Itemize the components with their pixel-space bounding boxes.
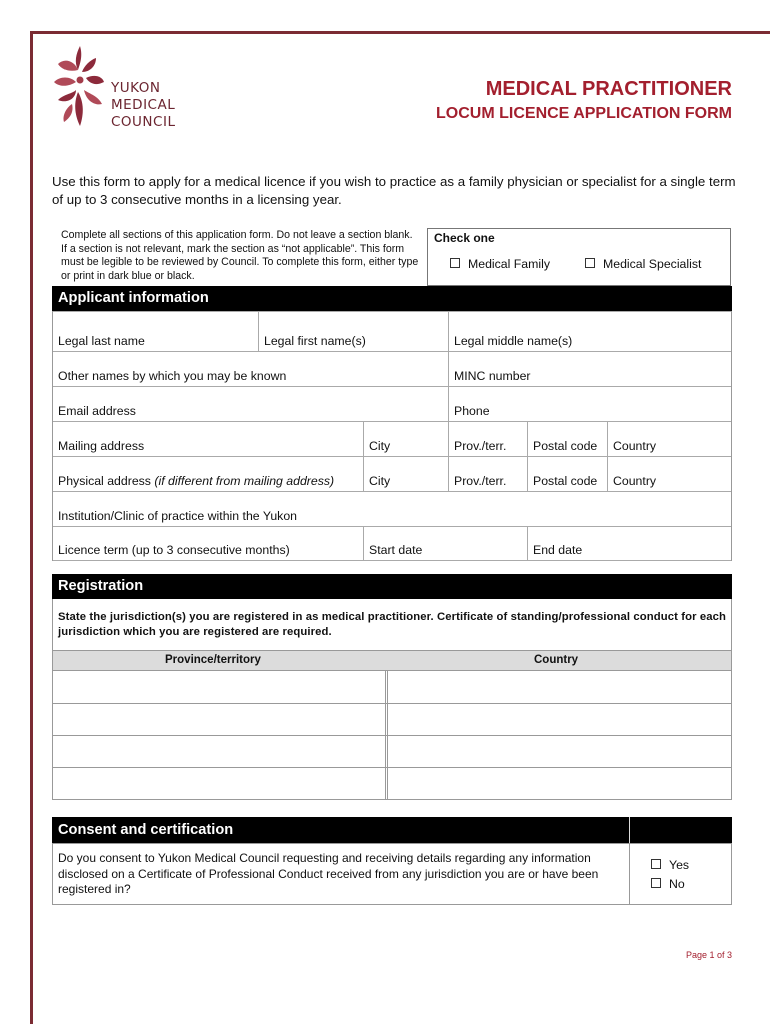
physical-address-label: Physical address (if different from mailing address) xyxy=(58,474,335,488)
institution-field[interactable] xyxy=(53,492,731,526)
prov-label: Prov./terr. xyxy=(454,439,507,453)
country-label: Country xyxy=(613,439,657,453)
other-names-label: Other names by which you may be known xyxy=(58,369,287,383)
page-border-top xyxy=(30,31,770,34)
physical-city-field[interactable] xyxy=(363,457,448,491)
phone-field[interactable] xyxy=(448,387,731,421)
logo-line-1: YUKON xyxy=(111,80,161,96)
minc-field[interactable] xyxy=(448,352,731,386)
table-row[interactable] xyxy=(53,735,731,736)
email-label: Email address xyxy=(58,404,136,418)
licence-term-row xyxy=(53,526,731,561)
consent-header-right xyxy=(629,817,732,843)
physical-prov-field[interactable] xyxy=(448,457,527,491)
intro-text: Use this form to apply for a medical licence if you wish to practice as a family physician or specialist for a single term of up to 3 consecutive months in a licensing year. xyxy=(52,174,736,207)
logo-wordmark xyxy=(111,80,175,131)
start-date-label: Start date xyxy=(369,543,423,557)
mailing-postal-field[interactable] xyxy=(527,422,607,456)
medical-family-label: Medical Family xyxy=(468,257,550,271)
first-name-field[interactable] xyxy=(258,312,448,351)
institution-row xyxy=(53,491,731,526)
consent-no-option[interactable] xyxy=(651,877,685,891)
postal-label: Postal code xyxy=(533,439,598,453)
middle-name-label: Legal middle name(s) xyxy=(454,334,573,348)
end-date-field[interactable] xyxy=(527,527,731,560)
applicant-grid xyxy=(52,311,732,561)
form-subtitle: LOCUM LICENCE APPLICATION FORM xyxy=(436,105,732,122)
registration-instructions: State the jurisdiction(s) you are registered in as medical practitioner. Certificate of standing/professional conduct for each jurisdiction which you are registered are required. xyxy=(58,611,726,638)
last-name-field[interactable] xyxy=(53,312,258,351)
other-names-field[interactable] xyxy=(53,352,448,386)
checkbox-icon[interactable] xyxy=(651,859,661,869)
checkbox-icon[interactable] xyxy=(585,258,595,268)
form-title: MEDICAL PRACTITIONER xyxy=(485,78,732,100)
consent-no-label: No xyxy=(669,877,685,891)
physical-address-field[interactable] xyxy=(53,457,363,491)
checkbox-icon[interactable] xyxy=(450,258,460,268)
practice-type-box xyxy=(427,228,731,286)
middle-name-field[interactable] xyxy=(448,312,731,351)
last-name-label: Legal last name xyxy=(58,334,145,348)
contact-row xyxy=(53,386,731,421)
medical-family-option[interactable] xyxy=(450,257,550,271)
physical-postal-field[interactable] xyxy=(527,457,607,491)
consent-question: Do you consent to Yukon Medical Council requesting and receiving details regarding any information disclosed on a Certificate of Professional Conduct received from any jurisdiction you are or have been registered in? xyxy=(58,851,599,896)
mailing-city-field[interactable] xyxy=(363,422,448,456)
mailing-address-row xyxy=(53,421,731,456)
licence-term-field[interactable] xyxy=(53,527,363,560)
medical-specialist-label: Medical Specialist xyxy=(603,257,702,271)
logo-line-2: MEDICAL xyxy=(111,97,176,113)
licence-term-label: Licence term (up to 3 consecutive months) xyxy=(58,543,290,557)
registration-section-header: Registration xyxy=(52,574,732,599)
email-field[interactable] xyxy=(53,387,448,421)
mailing-address-label: Mailing address xyxy=(58,439,145,453)
name-row xyxy=(53,311,731,351)
consent-box xyxy=(52,843,732,905)
logo-line-3: COUNCIL xyxy=(111,114,176,130)
medical-specialist-option[interactable] xyxy=(585,257,701,271)
country-column-header: Country xyxy=(534,654,579,666)
consent-yes-option[interactable] xyxy=(651,858,689,872)
mailing-prov-field[interactable] xyxy=(448,422,527,456)
city-label: City xyxy=(369,474,391,488)
consent-divider xyxy=(629,844,630,904)
country-label: Country xyxy=(613,474,657,488)
applicant-section-header: Applicant information xyxy=(52,286,732,311)
consent-yes-label: Yes xyxy=(669,858,690,872)
physical-address-row xyxy=(53,456,731,491)
first-name-label: Legal first name(s) xyxy=(264,334,366,348)
table-row[interactable] xyxy=(53,703,731,704)
table-row[interactable] xyxy=(53,767,731,768)
consent-section-header: Consent and certification xyxy=(52,817,629,843)
instructions-text: Complete all sections of this application form. Do not leave a section blank. If a section is not relevant, mark the section as “not applicable”. This form must be legible to be reviewed by Council. To complete this form, either type or print in dark blue or black. xyxy=(61,229,419,282)
page-number: Page 1 of 3 xyxy=(685,950,732,960)
prov-label: Prov./terr. xyxy=(454,474,507,488)
check-one-label: Check one xyxy=(434,231,495,245)
registration-table-header xyxy=(53,651,731,671)
registration-table xyxy=(52,650,732,800)
minc-label: MINC number xyxy=(454,369,531,383)
institution-label: Institution/Clinic of practice within the Yukon xyxy=(58,509,298,523)
start-date-field[interactable] xyxy=(363,527,527,560)
phone-label: Phone xyxy=(454,404,490,418)
other-names-row xyxy=(53,351,731,386)
mailing-country-field[interactable] xyxy=(607,422,731,456)
province-column-header: Province/territory xyxy=(165,654,261,666)
postal-label: Postal code xyxy=(533,474,598,488)
page-border-left xyxy=(30,31,33,1024)
physical-country-field[interactable] xyxy=(607,457,731,491)
checkbox-icon[interactable] xyxy=(651,878,661,888)
mailing-address-field[interactable] xyxy=(53,422,363,456)
end-date-label: End date xyxy=(533,543,583,557)
city-label: City xyxy=(369,439,391,453)
